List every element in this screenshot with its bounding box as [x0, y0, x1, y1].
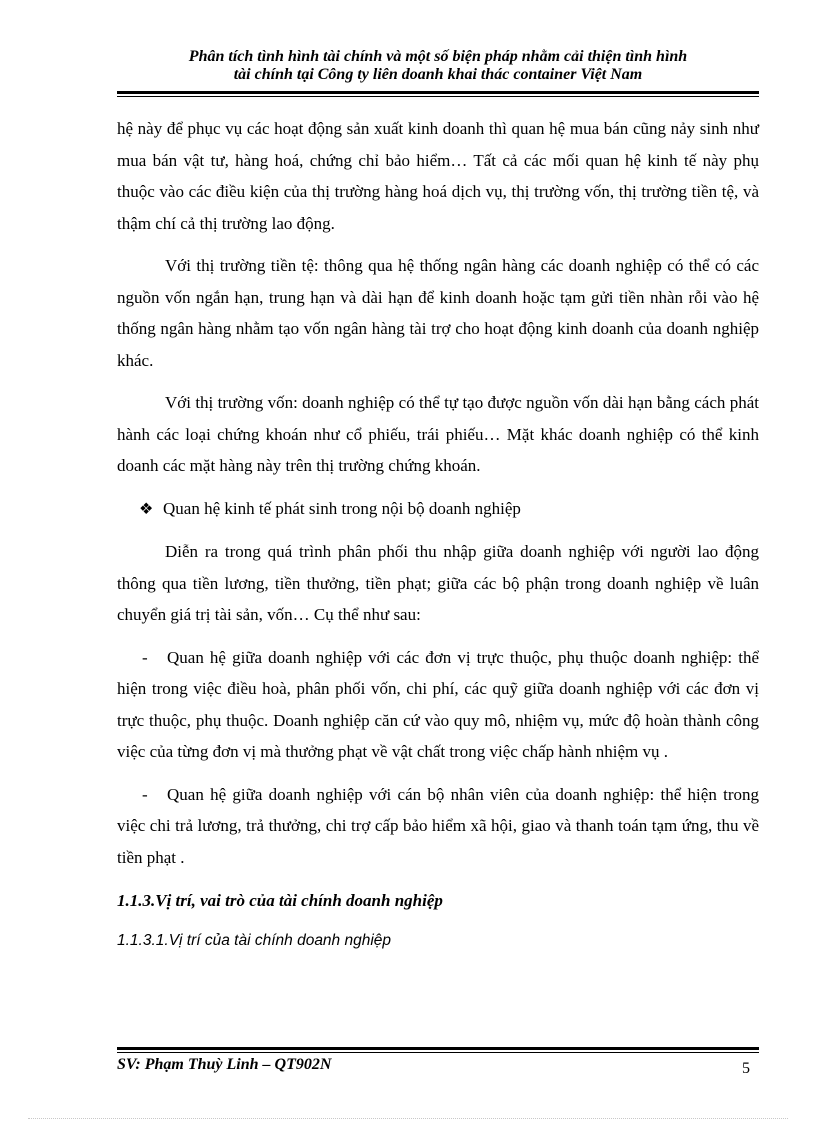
list-item-text: Quan hệ giữa doanh nghiệp với cán bộ nhân viên của doanh nghiệp: thể hiện trong việc chi trả lương, trả thưởng, chi trợ cấp bảo hiểm xã hội, giao và thanh toán tạm ứng, thu về tiền phạt .	[117, 784, 759, 867]
header-title-line2: tài chính tại Công ty liên doanh khai thác container Việt Nam	[233, 66, 643, 83]
footer-rule-thick	[117, 1047, 759, 1050]
page-number: 5	[742, 1060, 750, 1077]
header-title-line1: Phân tích tình hình tài chính và một số biện pháp nhằm cải thiện tình hình	[188, 48, 688, 65]
bullet-heading	[117, 493, 759, 526]
header-rule-thin	[117, 96, 759, 97]
list-item	[117, 642, 759, 768]
page-edge-divider	[28, 1118, 788, 1119]
bullet-heading-text: Quan hệ kinh tế phát sinh trong nội bộ doanh nghiệp	[163, 498, 521, 518]
diamond-bullet-icon: ❖	[139, 500, 154, 518]
paragraph-money-market: Với thị trường tiền tệ: thông qua hệ thống ngân hàng các doanh nghiệp có thể có các nguồn vốn ngắn hạn, trung hạn và dài hạn để kinh doanh hoặc tạm gửi tiền nhàn rỗi vào hệ thống ngân hàng nhằm tạo vốn ngân hàng tài trợ cho hoạt động kinh doanh của doanh nghiệp khác.	[117, 256, 759, 370]
section-heading: 1.1.3.Vị trí, vai trò của tài chính doanh nghiệp	[117, 891, 443, 910]
footer-rule-thin	[117, 1052, 759, 1053]
paragraph-capital-market: Với thị trường vốn: doanh nghiệp có thể tự tạo được nguồn vốn dài hạn bằng cách phát hành các loại chứng khoán như cổ phiếu, trái phiếu… Mặt khác doanh nghiệp có thể kinh doanh các mặt hàng này trên thị trường chứng khoán.	[117, 393, 759, 475]
paragraph-internal-relations: Diễn ra trong quá trình phân phối thu nhập giữa doanh nghiệp với người lao động thông qua tiền lương, tiền thưởng, tiền phạt; giữa các bộ phận trong doanh nghiệp về luân chuyển giá trị tài sản, vốn… Cụ thể như sau:	[117, 542, 759, 624]
footer-author: SV: Phạm Thuỳ Linh – QT902N	[117, 1056, 332, 1073]
paragraph-continuation: hệ này để phục vụ các hoạt động sản xuất kinh doanh thì quan hệ mua bán cũng nảy sinh như mua bán vật tư, hàng hoá, chứng chỉ bảo hiểm… Tất cả các mối quan hệ kinh tế này phụ thuộc vào các điều kiện của thị trường hàng hoá dịch vụ, thị trường vốn, thị trường tiền tệ, và thậm chí cả thị trường lao động.	[117, 119, 759, 233]
document-body	[117, 113, 759, 956]
list-item	[117, 779, 759, 874]
header-rule-thick	[117, 91, 759, 94]
page-header	[117, 48, 759, 84]
list-item-text: Quan hệ giữa doanh nghiệp với các đơn vị trực thuộc, phụ thuộc doanh nghiệp: thể hiện trong việc điều hoà, phân phối vốn, chi phí, các quỹ giữa doanh nghiệp với các đơn vị trực thuộc, phụ thuộc. Doanh nghiệp căn cứ vào quy mô, nhiệm vụ, mức độ hoàn thành công việc của từng đơn vị mà thưởng phạt về vật chất trong việc chấp hành nhiệm vụ .	[117, 647, 759, 761]
dash-marker: -	[142, 647, 148, 667]
dash-marker: -	[142, 784, 148, 804]
subsection-heading: 1.1.3.1.Vị trí của tài chính doanh nghiệp	[117, 931, 392, 949]
